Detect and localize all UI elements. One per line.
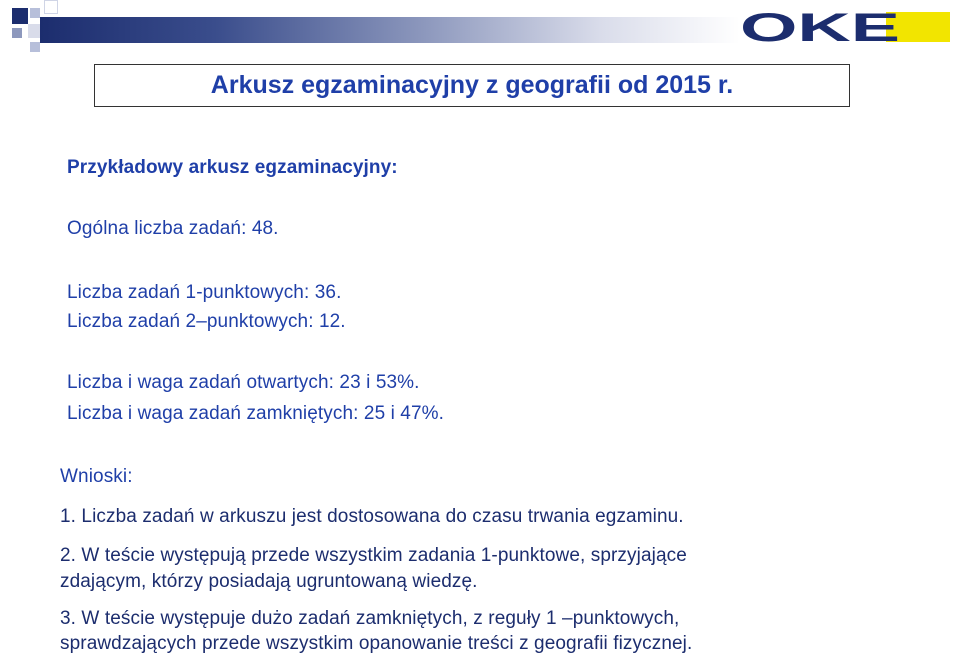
logo-text: OKE (740, 8, 900, 46)
conclusions-heading: Wnioski: (60, 466, 133, 487)
stat-two-point: Liczba zadań 2–punktowych: 12. (67, 311, 346, 332)
header-gradient-bar (40, 17, 740, 43)
conclusion-3-line-1: 3. W teście występuje dużo zadań zamkniętych, z reguły 1 –punktowych, (60, 608, 680, 629)
conclusion-2-line-1: 2. W teście występują przede wszystkim zadania 1-punktowe, sprzyjające (60, 545, 687, 566)
conclusion-2-line-2: zdającym, którzy posiadają ugruntowaną wiedzę. (60, 571, 478, 592)
page-title: Arkusz egzaminacyjny z geografii od 2015 r. (210, 71, 734, 99)
conclusion-3-line-2: sprawdzających przede wszystkim opanowanie treści z geografii fizycznej. (60, 633, 693, 654)
stat-open: Liczba i waga zadań otwartych: 23 i 53%. (67, 372, 420, 393)
stat-closed: Liczba i waga zadań zamkniętych: 25 i 47%. (67, 403, 445, 424)
conclusion-1: 1. Liczba zadań w arkuszu jest dostosowana do czasu trwania egzaminu. (60, 506, 684, 527)
title-box (94, 64, 850, 107)
intro-text: Przykładowy arkusz egzaminacyjny: (67, 157, 398, 178)
stat-total: Ogólna liczba zadań: 48. (67, 218, 279, 239)
oke-logo (736, 8, 952, 46)
stat-one-point: Liczba zadań 1-punktowych: 36. (67, 282, 342, 303)
